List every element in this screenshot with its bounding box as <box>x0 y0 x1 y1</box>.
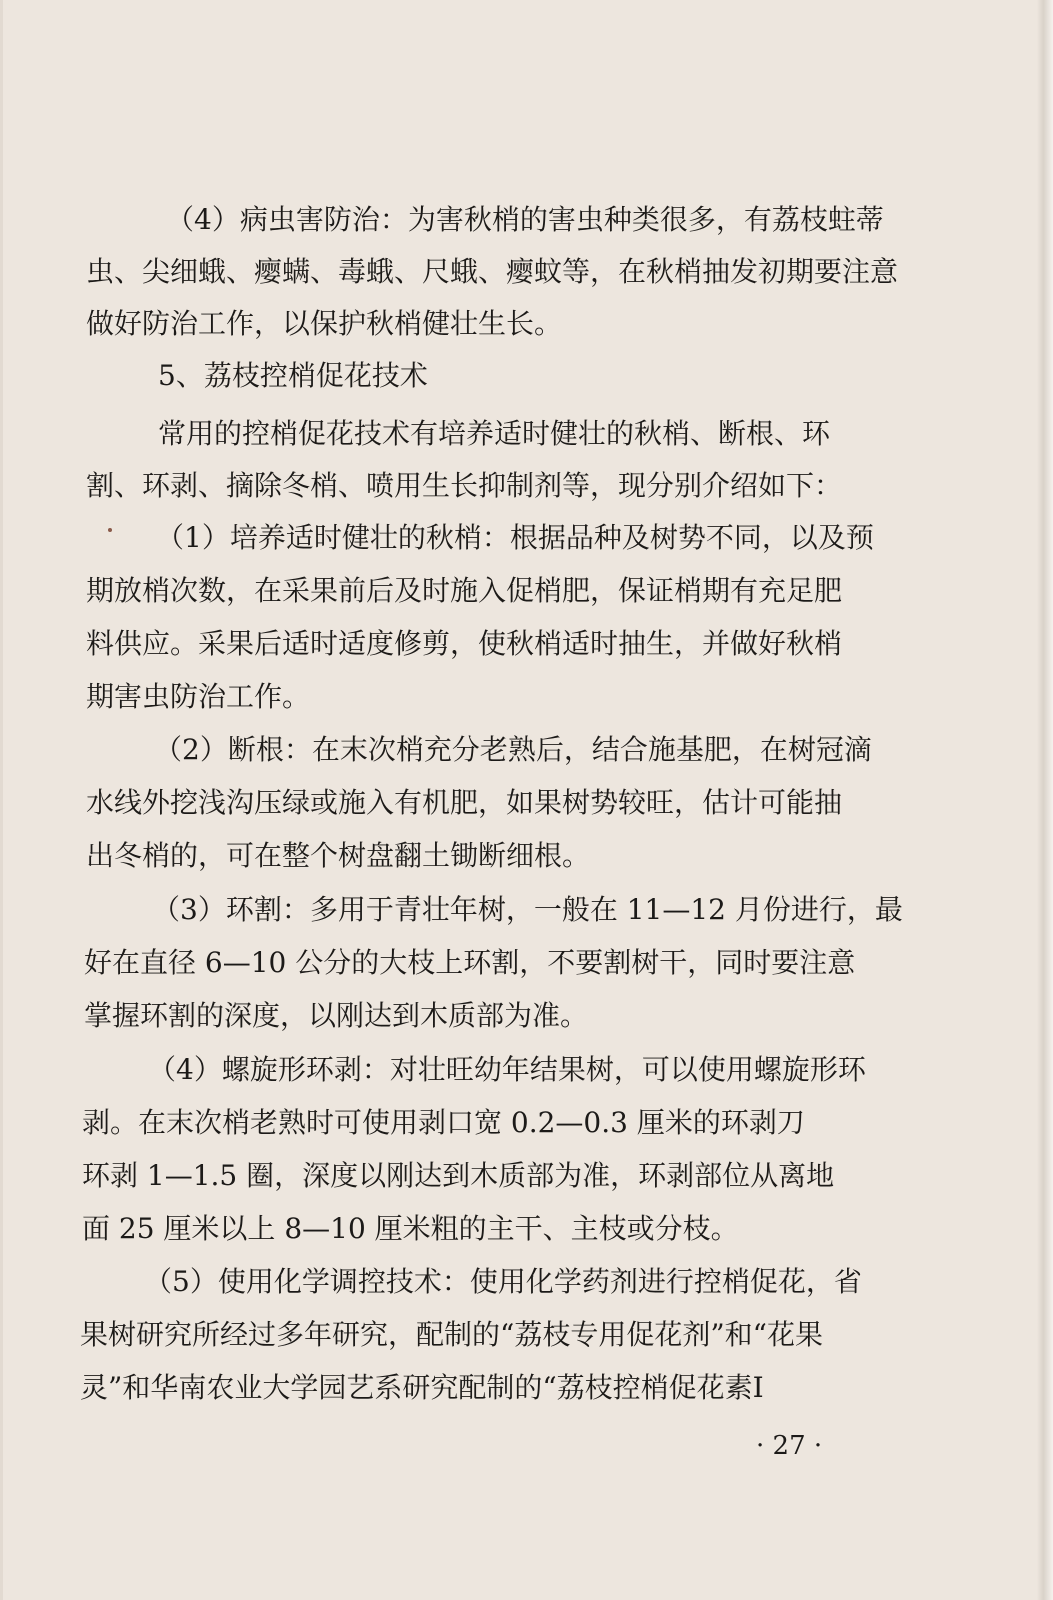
text-line: 做好防治工作，以保护秋梢健壮生长。 <box>86 307 563 340</box>
text-line: 常用的控梢促花技术有培养适时健壮的秋梢、断根、环 <box>158 417 831 450</box>
page-left-edge <box>0 0 3 1600</box>
page-right-edge <box>1037 0 1053 1600</box>
text-line: 水线外挖浅沟压绿或施入有机肥，如果树势较旺，估计可能抽 <box>86 786 843 819</box>
text-line: 虫、尖细蛾、瘿螨、毒蛾、尺蛾、瘿蚊等，在秋梢抽发初期要注意 <box>86 255 899 288</box>
page-number: · 27 · <box>756 1431 823 1461</box>
text-line: 剥。在末次梢老熟时可使用剥口宽 0.2—0.3 厘米的环剥刀 <box>82 1106 805 1139</box>
section-heading: 5、荔枝控梢促花技术 <box>158 359 428 392</box>
text-line: （4）螺旋形环剥：对壮旺幼年结果树，可以使用螺旋形环 <box>148 1053 866 1086</box>
text-line: 期放梢次数，在采果前后及时施入促梢肥，保证梢期有充足肥 <box>86 574 843 607</box>
ink-speck <box>108 528 112 532</box>
text-line: 果树研究所经过多年研究，配制的“荔枝专用促花剂”和“花果 <box>80 1318 823 1351</box>
text-line: 料供应。采果后适时适度修剪，使秋梢适时抽生，并做好秋梢 <box>86 627 843 660</box>
text-line: 面 25 厘米以上 8—10 厘米粗的主干、主枝或分枝。 <box>82 1212 739 1245</box>
text-line: 割、环剥、摘除冬梢、喷用生长抑制剂等，现分别介绍如下： <box>86 469 843 502</box>
text-line: （2）断根：在末次梢充分老熟后，结合施基肥，在树冠滴 <box>154 733 872 766</box>
text-line: 好在直径 6—10 公分的大枝上环割，不要割树干，同时要注意 <box>84 946 856 979</box>
text-line: 期害虫防治工作。 <box>86 680 311 713</box>
text-line: 环剥 1—1.5 圈，深度以刚达到木质部为准，环剥部位从离地 <box>82 1159 835 1192</box>
text-line: 出冬梢的，可在整个树盘翻土锄断细根。 <box>86 839 591 872</box>
text-line: 灵”和华南农业大学园艺系研究配制的“荔枝控梢促花素Ⅰ <box>80 1371 764 1404</box>
text-line: （3）环割：多用于青壮年树，一般在 11—12 月份进行，最 <box>152 893 903 926</box>
text-line: （4）病虫害防治：为害秋梢的害虫种类很多，有荔枝蛀蒂 <box>166 203 884 236</box>
text-line: （5）使用化学调控技术：使用化学药剂进行控梢促花，省 <box>144 1265 862 1298</box>
text-line: 掌握环割的深度，以刚达到木质部为准。 <box>84 999 589 1032</box>
text-line: （1）培养适时健壮的秋梢：根据品种及树势不同，以及预 <box>156 521 874 554</box>
